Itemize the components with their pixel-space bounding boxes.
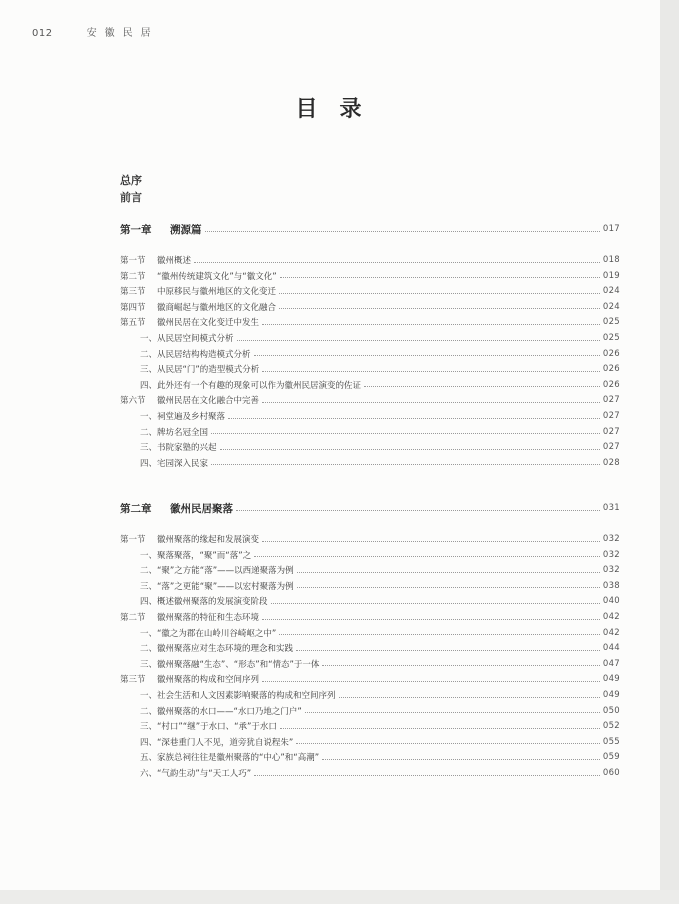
leader-dots <box>237 340 600 341</box>
entry-title: 一、从民居空间模式分析 <box>140 334 234 344</box>
entry-page-number: 027 <box>602 426 620 437</box>
entry-page-number: 026 <box>602 364 620 375</box>
entry-title: 六、“气韵生动”与“天工人巧” <box>140 769 252 779</box>
chapter-title: 徽州民居聚落 <box>170 502 233 515</box>
scan-edge-bottom <box>0 890 679 904</box>
section-number: 第二节 <box>120 271 146 282</box>
entry-title: 四、“深巷重门人不见，道旁犹自说程朱” <box>140 737 294 748</box>
scan-edge-right <box>660 0 679 904</box>
leader-dots <box>296 650 600 651</box>
section-number: 第三节 <box>120 287 146 298</box>
toc-subsection-entry <box>140 408 620 424</box>
chapter-number: 第二章 <box>120 502 152 515</box>
leader-dots <box>280 277 600 278</box>
front-matter-preface-general: 总序 <box>120 174 142 187</box>
entry-title: 三、徽州聚落融“生态”、“形态”和“情态”于一体 <box>140 659 320 670</box>
entry-page-number: 018 <box>602 255 620 265</box>
entry-title: 三、书院家塾的兴起 <box>140 443 217 454</box>
leader-dots <box>194 262 600 263</box>
chapter-page-number: 017 <box>602 224 620 234</box>
entry-page-number: 019 <box>602 270 620 281</box>
leader-dots <box>211 464 600 465</box>
leader-dots <box>262 402 600 403</box>
leader-dots <box>262 681 600 682</box>
leader-dots <box>262 619 600 620</box>
entry-page-number: 042 <box>602 612 620 622</box>
entry-title: “徽州传统建筑文化”与“徽文化” <box>157 271 277 282</box>
entry-title: 五、家族总祠往往是徽州聚落的“中心”和“高潮” <box>140 753 320 764</box>
leader-dots <box>280 728 600 729</box>
leader-dots <box>262 541 600 542</box>
section-number: 第一节 <box>120 535 146 545</box>
toc-subsection-entry <box>140 656 620 672</box>
toc-subsection-entry <box>140 330 620 346</box>
chapter-page-number: 031 <box>602 503 620 513</box>
toc-section-entry <box>120 283 620 299</box>
leader-dots <box>254 355 600 356</box>
entry-title: 三、从民居“门”的造型模式分析 <box>140 365 260 376</box>
section-number: 第六节 <box>120 396 146 407</box>
entry-title: 徽州民居在文化变迁中发生 <box>157 318 260 329</box>
entry-title: 一、祠堂遍及乡村聚落 <box>140 412 226 422</box>
toc-section-entry <box>120 299 620 315</box>
entry-title: 二、徽州聚落的水口——“水口乃地之门户” <box>140 706 302 717</box>
entry-page-number: 052 <box>602 721 620 732</box>
leader-dots <box>254 556 600 557</box>
toc-section-entry <box>120 392 620 408</box>
entry-page-number: 024 <box>602 301 620 312</box>
toc-section-entry <box>120 609 620 625</box>
section-number: 第四节 <box>120 302 146 313</box>
toc-section-entry <box>120 314 620 330</box>
entry-page-number: 024 <box>602 286 620 297</box>
entry-title: 一、社会生活和人文因素影响聚落的构成和空间序列 <box>140 691 336 701</box>
leader-dots <box>322 665 599 666</box>
entry-title: 四、宅园深入民家 <box>140 458 209 469</box>
leader-dots <box>236 510 600 511</box>
toc-subsection-entry <box>140 687 620 703</box>
leader-dots <box>297 572 600 573</box>
leader-dots <box>305 712 600 713</box>
page-title: 目录 <box>295 96 384 122</box>
entry-page-number: 059 <box>602 752 620 763</box>
entry-page-number: 025 <box>602 317 620 328</box>
entry-title: 中原移民与徽州地区的文化变迁 <box>157 287 277 298</box>
section-number: 第一节 <box>120 256 146 266</box>
toc-subsection-entry <box>140 578 620 594</box>
toc-subsection-entry <box>140 734 620 750</box>
running-header <box>32 24 159 39</box>
toc-subsection-entry <box>140 455 620 471</box>
entry-page-number: 027 <box>602 442 620 453</box>
entry-page-number: 026 <box>602 379 620 390</box>
toc-subsection-entry <box>140 765 620 781</box>
toc-chapter-2 <box>120 498 620 518</box>
toc-chapter-1 <box>120 219 620 239</box>
entry-page-number: 025 <box>602 333 620 343</box>
toc-subsection-entry <box>140 346 620 362</box>
toc-subsection-entry <box>140 377 620 393</box>
entry-title: 徽商崛起与徽州地区的文化融合 <box>157 302 277 313</box>
leader-dots <box>262 324 600 325</box>
leader-dots <box>339 697 600 698</box>
leader-dots <box>322 759 600 760</box>
toc-subsection-entry <box>140 439 620 455</box>
toc-section-entry <box>120 268 620 284</box>
entry-title: 二、“聚”之方能“落”——以西递聚落为例 <box>140 566 294 577</box>
entry-title: 四、此外还有一个有趣的现象可以作为徽州民居演变的佐证 <box>140 380 362 391</box>
chapter-number: 第一章 <box>120 223 152 236</box>
entry-page-number: 027 <box>602 395 620 406</box>
entry-page-number: 032 <box>602 565 620 576</box>
entry-page-number: 040 <box>602 596 620 607</box>
entry-title: 二、徽州聚落应对生态环境的理念和实践 <box>140 644 294 655</box>
entry-title: 三、“村口”“继”于水口、“承”于水口 <box>140 722 277 733</box>
entry-page-number: 038 <box>602 580 620 591</box>
section-number: 第五节 <box>120 318 146 329</box>
front-matter-foreword: 前言 <box>120 191 142 204</box>
section-number: 第三节 <box>120 675 146 686</box>
chapter-title: 溯源篇 <box>170 223 202 236</box>
entry-page-number: 032 <box>602 549 620 560</box>
leader-dots <box>279 293 600 294</box>
toc-section-entry <box>120 531 620 547</box>
entry-page-number: 060 <box>602 768 620 778</box>
entry-title: 徽州聚落的构成和空间序列 <box>157 675 260 686</box>
entry-page-number: 042 <box>602 627 620 638</box>
entry-page-number: 027 <box>602 411 620 421</box>
entry-page-number: 049 <box>602 674 620 685</box>
entry-page-number: 028 <box>602 457 620 468</box>
toc-subsection-entry <box>140 562 620 578</box>
leader-dots <box>262 371 600 372</box>
leader-dots <box>279 634 600 635</box>
leader-dots <box>271 603 600 604</box>
leader-dots <box>220 449 600 450</box>
leader-dots <box>279 308 600 309</box>
section-number: 第二节 <box>120 613 146 623</box>
toc-subsection-entry <box>140 749 620 765</box>
toc-subsection-entry <box>140 718 620 734</box>
entry-title: 一、“徽之为郡在山岭川谷崎岖之中” <box>140 628 277 639</box>
toc-section-entry <box>120 252 620 268</box>
toc-subsection-entry <box>140 361 620 377</box>
toc-subsection-entry <box>140 547 620 563</box>
leader-dots <box>211 433 600 434</box>
leader-dots <box>228 418 600 419</box>
leader-dots <box>205 231 600 232</box>
leader-dots <box>364 386 600 387</box>
entry-page-number: 026 <box>602 348 620 359</box>
entry-page-number: 050 <box>602 705 620 716</box>
entry-title: 二、牌坊名冠全国 <box>140 427 209 438</box>
toc-subsection-entry <box>140 625 620 641</box>
toc-subsection-entry <box>140 640 620 656</box>
entry-page-number: 032 <box>602 534 620 544</box>
entry-title: 徽州民居在文化融合中完善 <box>157 396 260 407</box>
entry-title: 四、概述徽州聚落的发展演变阶段 <box>140 597 268 608</box>
entry-title: 徽州聚落的特征和生态环境 <box>157 613 260 623</box>
entry-title: 徽州聚落的缘起和发展演变 <box>157 535 260 545</box>
entry-page-number: 044 <box>602 643 620 654</box>
entry-title: 徽州概述 <box>157 256 192 266</box>
toc-subsection-entry <box>140 703 620 719</box>
leader-dots <box>254 775 600 776</box>
header-page-number: 012 <box>32 28 53 39</box>
toc-subsection-entry <box>140 593 620 609</box>
entry-title: 一、聚落聚落，“聚”而“落”之 <box>140 550 252 561</box>
entry-title: 二、从民居结构构造模式分析 <box>140 349 251 360</box>
entry-page-number: 055 <box>602 736 620 747</box>
header-book-title: 安徽民居 <box>86 28 159 39</box>
entry-page-number: 049 <box>602 690 620 700</box>
entry-title: 三、“落”之更能“聚”——以宏村聚落为例 <box>140 581 294 592</box>
entry-page-number: 047 <box>602 658 620 669</box>
leader-dots <box>297 587 600 588</box>
leader-dots <box>296 743 600 744</box>
toc-section-entry <box>120 671 620 687</box>
toc-subsection-entry <box>140 424 620 440</box>
